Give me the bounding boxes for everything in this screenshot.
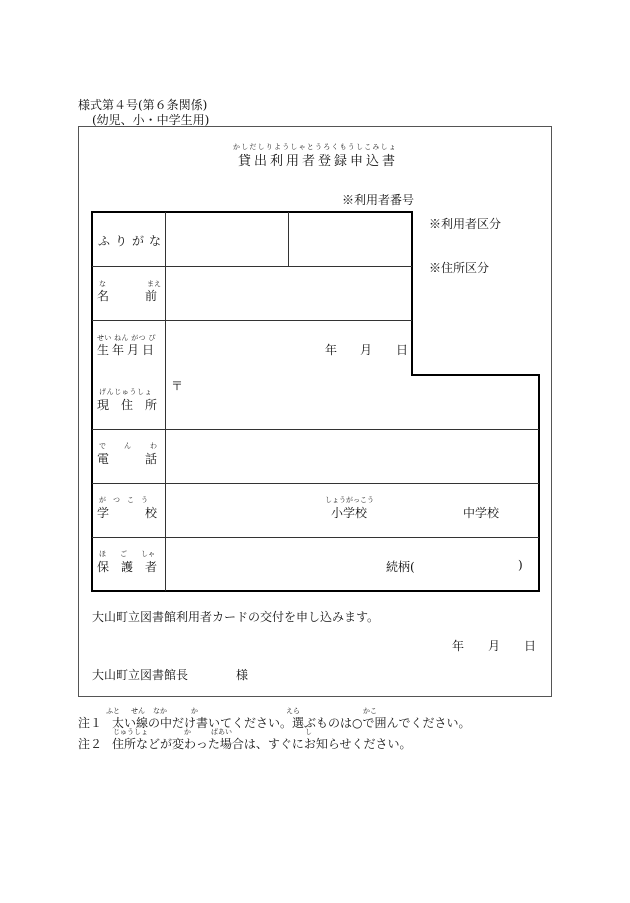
birthdate-ruby: せい ねん がつ ぴ <box>97 334 156 342</box>
relation-close: ) <box>518 558 523 572</box>
phone-ruby-mid: ん <box>124 442 131 450</box>
phone-ruby-right: わ <box>150 442 157 450</box>
furigana-input-1[interactable] <box>166 213 288 266</box>
school-ruby: が つ こ う <box>99 496 148 504</box>
elementary-school-option[interactable]: 小学校 <box>331 506 368 520</box>
note-2-text: 住所などが変わった場合は、すぐにお知らせください。 <box>112 737 412 751</box>
phone-input[interactable] <box>166 430 538 483</box>
user-category-label: ※利用者区分 <box>429 217 502 231</box>
name-input[interactable] <box>166 267 411 320</box>
guardian-label: 保 護 者 <box>97 560 158 574</box>
relation-input[interactable] <box>420 553 515 575</box>
relation-open: 続柄( <box>386 560 415 574</box>
birthdate-month: 月 <box>360 343 373 357</box>
name-ruby-right: まえ <box>147 280 161 288</box>
user-number-label: ※利用者番号 <box>342 193 415 207</box>
birthdate-year: 年 <box>325 343 338 357</box>
note-2-label: 注２ <box>78 737 103 751</box>
birthdate-label: 生年月日 <box>97 343 158 357</box>
guardian-name-input[interactable] <box>166 538 381 590</box>
application-day: 日 <box>524 639 537 653</box>
addressee: 大山町立図書館長 <box>92 668 189 682</box>
school-label: 学 校 <box>97 506 158 520</box>
furigana-input-2[interactable] <box>289 213 411 266</box>
address-ruby: げんじゅうしょ <box>99 388 153 396</box>
phone-label: 電 話 <box>97 452 158 466</box>
note-1-label: 注１ <box>78 716 103 730</box>
phone-ruby-left: で <box>99 442 106 450</box>
elementary-ruby: しょうがっこう <box>325 496 374 504</box>
name-ruby-left: な <box>99 280 106 288</box>
birthdate-input[interactable] <box>166 321 411 374</box>
birthdate-day: 日 <box>396 343 409 357</box>
furigana-label: ふりがな <box>98 234 167 248</box>
address-label: 現 住 所 <box>97 398 158 412</box>
address-input[interactable] <box>166 376 538 429</box>
guardian-ruby: ほ ご しゃ <box>99 550 155 558</box>
form-scope: (幼児、小・中学生用) <box>92 113 210 127</box>
honorific: 様 <box>236 668 249 682</box>
school-name-input[interactable] <box>166 484 316 537</box>
form-title: 貸出利用者登録申込書 <box>238 154 399 169</box>
note-1-text: 太い線の中だけ書いてください。選ぶものは○で囲んでください。 <box>112 716 471 730</box>
form-number: 様式第４号(第６条関係) <box>78 98 208 112</box>
address-category-label: ※住所区分 <box>429 261 490 275</box>
junior-high-school-option[interactable]: 中学校 <box>463 506 500 520</box>
title-ruby: かしだしりようしゃとうろくもうしこみしょ <box>233 143 397 151</box>
application-statement: 大山町立図書館利用者カードの交付を申し込みます。 <box>92 610 380 624</box>
application-month: 月 <box>488 639 501 653</box>
postal-mark: 〒 <box>171 379 184 393</box>
application-year: 年 <box>452 639 465 653</box>
name-label: 名 前 <box>97 289 158 303</box>
